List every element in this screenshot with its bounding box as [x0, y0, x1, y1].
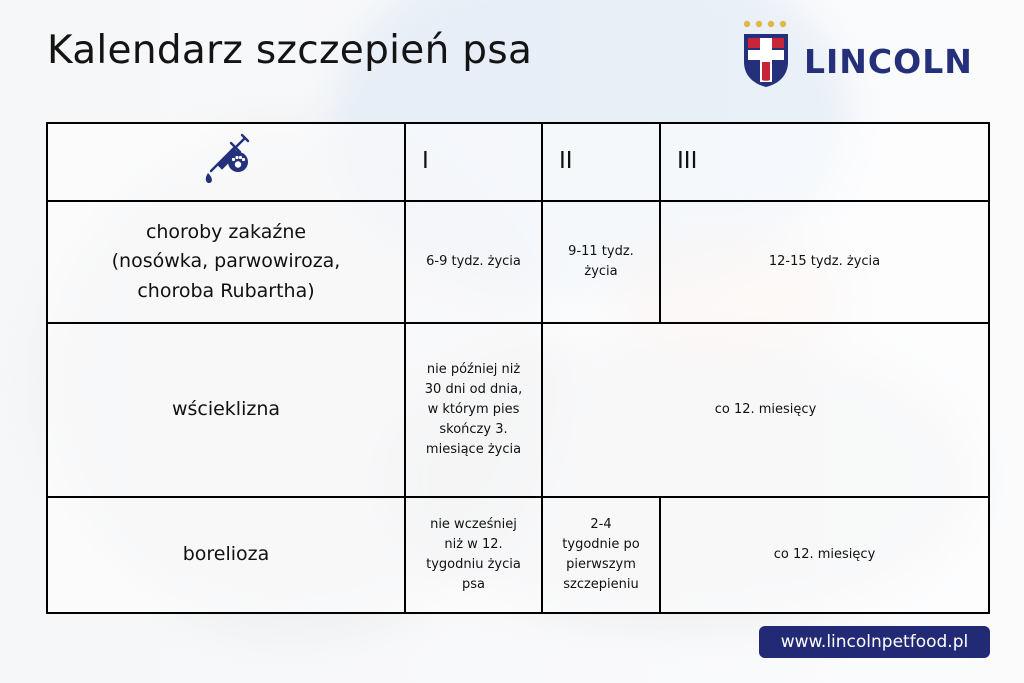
vaccination-schedule-table [46, 122, 990, 614]
table-row [47, 497, 989, 613]
page-title: Kalendarz szczepień psa [47, 28, 533, 73]
table-row [47, 323, 989, 497]
table-header-row [47, 123, 989, 201]
row-label-infectious: choroby zakaźne (nosówka, parwowiroza, choroba Rubartha) [47, 201, 405, 323]
column-header-ii: II [542, 123, 660, 201]
cell-rabies-i: nie później niż 30 dni od dnia, w którym pies skończy 3. miesiące życia [405, 323, 542, 497]
row-label-borreliosis: borelioza [47, 497, 405, 613]
crown-dots-icon [742, 18, 790, 32]
brand-name: LINCOLN [804, 42, 973, 81]
website-link[interactable]: www.lincolnpetfood.pl [759, 626, 990, 658]
cell-borreliosis-i: nie wcześniej niż w 12. tygodniu życia psa [405, 497, 542, 613]
syringe-paw-icon [198, 129, 254, 187]
shield-icon [742, 32, 790, 88]
cell-infectious-ii: 9-11 tydz. życia [542, 201, 660, 323]
column-header-iii: III [660, 123, 989, 201]
cell-infectious-iii: 12-15 tydz. życia [660, 201, 989, 323]
header-icon-cell [47, 123, 405, 201]
cell-borreliosis-iii: co 12. miesięcy [660, 497, 989, 613]
table-row [47, 201, 989, 323]
column-header-i: I [405, 123, 542, 201]
cell-rabies-ii-iii: co 12. miesięcy [542, 323, 989, 497]
lincoln-logo [742, 18, 992, 88]
cell-borreliosis-ii: 2-4 tygodnie po pierwszym szczepieniu [542, 497, 660, 613]
cell-infectious-i: 6-9 tydz. życia [405, 201, 542, 323]
row-label-rabies: wścieklizna [47, 323, 405, 497]
